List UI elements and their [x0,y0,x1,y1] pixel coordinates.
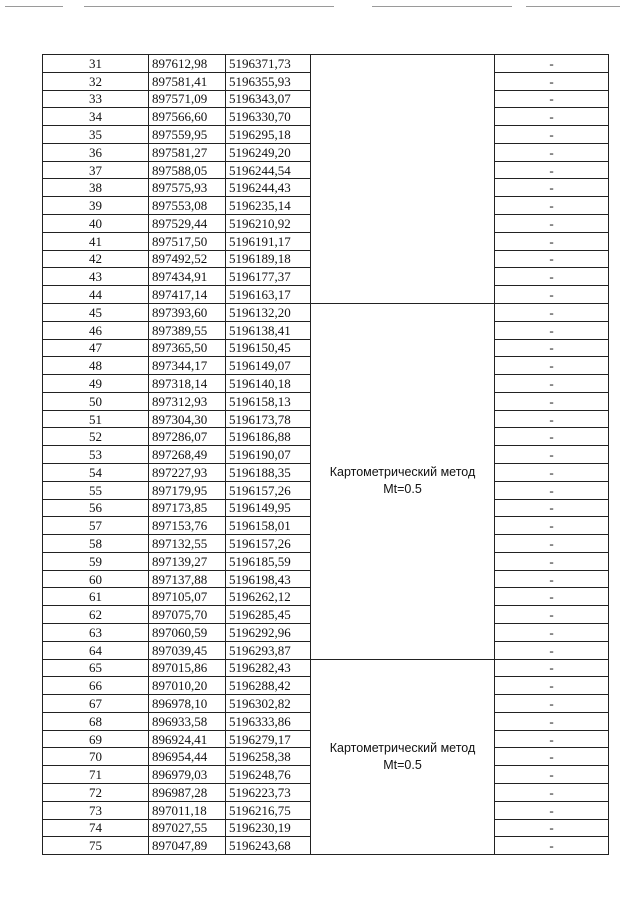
accuracy-dash-cell: - [495,55,609,73]
point-number-cell: 66 [43,677,149,695]
x-coordinate-cell: 897047,89 [149,837,226,855]
accuracy-dash-cell: - [495,570,609,588]
y-coordinate-cell: 5196293,87 [226,641,311,659]
y-coordinate-cell: 5196355,93 [226,72,311,90]
y-coordinate-cell: 5196330,70 [226,108,311,126]
accuracy-dash-cell: - [495,748,609,766]
x-coordinate-cell: 897566,60 [149,108,226,126]
point-number-cell: 75 [43,837,149,855]
point-number-cell: 33 [43,90,149,108]
accuracy-dash-cell: - [495,499,609,517]
coordinates-table [42,54,609,855]
x-coordinate-cell: 897010,20 [149,677,226,695]
x-coordinate-cell: 897060,59 [149,624,226,642]
scan-top-rule [526,6,620,7]
point-number-cell: 68 [43,712,149,730]
y-coordinate-cell: 5196149,95 [226,499,311,517]
method-cell [311,55,495,304]
y-coordinate-cell: 5196157,26 [226,535,311,553]
point-number-cell: 73 [43,801,149,819]
accuracy-dash-cell: - [495,90,609,108]
point-number-cell: 70 [43,748,149,766]
point-number-cell: 53 [43,446,149,464]
point-number-cell: 46 [43,321,149,339]
y-coordinate-cell: 5196140,18 [226,375,311,393]
y-coordinate-cell: 5196292,96 [226,624,311,642]
point-number-cell: 32 [43,72,149,90]
table-row [43,659,609,677]
table-row [43,55,609,73]
y-coordinate-cell: 5196188,35 [226,463,311,481]
x-coordinate-cell: 897137,88 [149,570,226,588]
y-coordinate-cell: 5196230,19 [226,819,311,837]
coordinates-table-body [43,55,609,855]
accuracy-dash-cell: - [495,72,609,90]
point-number-cell: 49 [43,375,149,393]
x-coordinate-cell: 897227,93 [149,463,226,481]
x-coordinate-cell: 897529,44 [149,215,226,233]
point-number-cell: 52 [43,428,149,446]
accuracy-dash-cell: - [495,179,609,197]
point-number-cell: 35 [43,126,149,144]
y-coordinate-cell: 5196285,45 [226,606,311,624]
y-coordinate-cell: 5196163,17 [226,286,311,304]
scan-top-rule [372,6,512,7]
scan-top-rule [5,6,63,7]
accuracy-dash-cell: - [495,819,609,837]
x-coordinate-cell: 897365,50 [149,339,226,357]
x-coordinate-cell: 897075,70 [149,606,226,624]
accuracy-dash-cell: - [495,286,609,304]
y-coordinate-cell: 5196288,42 [226,677,311,695]
x-coordinate-cell: 897588,05 [149,161,226,179]
point-number-cell: 62 [43,606,149,624]
y-coordinate-cell: 5196262,12 [226,588,311,606]
y-coordinate-cell: 5196216,75 [226,801,311,819]
y-coordinate-cell: 5196302,82 [226,695,311,713]
accuracy-dash-cell: - [495,552,609,570]
x-coordinate-cell: 897492,52 [149,250,226,268]
x-coordinate-cell: 896954,44 [149,748,226,766]
x-coordinate-cell: 897039,45 [149,641,226,659]
point-number-cell: 71 [43,766,149,784]
y-coordinate-cell: 5196189,18 [226,250,311,268]
accuracy-dash-cell: - [495,126,609,144]
point-number-cell: 55 [43,481,149,499]
accuracy-dash-cell: - [495,197,609,215]
x-coordinate-cell: 897179,95 [149,481,226,499]
y-coordinate-cell: 5196150,45 [226,339,311,357]
x-coordinate-cell: 897612,98 [149,55,226,73]
scan-top-rule [84,6,334,7]
accuracy-dash-cell: - [495,837,609,855]
accuracy-dash-cell: - [495,766,609,784]
y-coordinate-cell: 5196149,07 [226,357,311,375]
accuracy-dash-cell: - [495,410,609,428]
y-coordinate-cell: 5196198,43 [226,570,311,588]
accuracy-dash-cell: - [495,392,609,410]
point-number-cell: 57 [43,517,149,535]
x-coordinate-cell: 897393,60 [149,303,226,321]
accuracy-dash-cell: - [495,535,609,553]
y-coordinate-cell: 5196243,68 [226,837,311,855]
point-number-cell: 60 [43,570,149,588]
x-coordinate-cell: 896987,28 [149,784,226,802]
point-number-cell: 51 [43,410,149,428]
accuracy-dash-cell: - [495,215,609,233]
y-coordinate-cell: 5196235,14 [226,197,311,215]
point-number-cell: 65 [43,659,149,677]
y-coordinate-cell: 5196185,59 [226,552,311,570]
x-coordinate-cell: 897581,41 [149,72,226,90]
y-coordinate-cell: 5196333,86 [226,712,311,730]
point-number-cell: 56 [43,499,149,517]
accuracy-dash-cell: - [495,624,609,642]
x-coordinate-cell: 897571,09 [149,90,226,108]
x-coordinate-cell: 897575,93 [149,179,226,197]
accuracy-dash-cell: - [495,268,609,286]
x-coordinate-cell: 897286,07 [149,428,226,446]
x-coordinate-cell: 897517,50 [149,232,226,250]
accuracy-dash-cell: - [495,659,609,677]
point-number-cell: 72 [43,784,149,802]
x-coordinate-cell: 897344,17 [149,357,226,375]
point-number-cell: 39 [43,197,149,215]
point-number-cell: 43 [43,268,149,286]
table-row [43,303,609,321]
y-coordinate-cell: 5196371,73 [226,55,311,73]
y-coordinate-cell: 5196223,73 [226,784,311,802]
accuracy-dash-cell: - [495,161,609,179]
y-coordinate-cell: 5196295,18 [226,126,311,144]
x-coordinate-cell: 897304,30 [149,410,226,428]
y-coordinate-cell: 5196132,20 [226,303,311,321]
y-coordinate-cell: 5196191,17 [226,232,311,250]
point-number-cell: 63 [43,624,149,642]
x-coordinate-cell: 897015,86 [149,659,226,677]
point-number-cell: 61 [43,588,149,606]
accuracy-dash-cell: - [495,446,609,464]
y-coordinate-cell: 5196210,92 [226,215,311,233]
accuracy-dash-cell: - [495,463,609,481]
point-number-cell: 37 [43,161,149,179]
x-coordinate-cell: 897559,95 [149,126,226,144]
accuracy-dash-cell: - [495,784,609,802]
point-number-cell: 44 [43,286,149,304]
y-coordinate-cell: 5196248,76 [226,766,311,784]
accuracy-dash-cell: - [495,588,609,606]
y-coordinate-cell: 5196190,07 [226,446,311,464]
accuracy-dash-cell: - [495,250,609,268]
x-coordinate-cell: 897153,76 [149,517,226,535]
y-coordinate-cell: 5196158,01 [226,517,311,535]
accuracy-dash-cell: - [495,606,609,624]
y-coordinate-cell: 5196173,78 [226,410,311,428]
x-coordinate-cell: 897105,07 [149,588,226,606]
point-number-cell: 58 [43,535,149,553]
accuracy-dash-cell: - [495,108,609,126]
point-number-cell: 41 [43,232,149,250]
point-number-cell: 38 [43,179,149,197]
x-coordinate-cell: 897173,85 [149,499,226,517]
point-number-cell: 31 [43,55,149,73]
y-coordinate-cell: 5196282,43 [226,659,311,677]
accuracy-dash-cell: - [495,339,609,357]
accuracy-dash-cell: - [495,641,609,659]
y-coordinate-cell: 5196157,26 [226,481,311,499]
point-number-cell: 48 [43,357,149,375]
point-number-cell: 67 [43,695,149,713]
accuracy-dash-cell: - [495,303,609,321]
accuracy-dash-cell: - [495,712,609,730]
x-coordinate-cell: 897011,18 [149,801,226,819]
x-coordinate-cell: 896978,10 [149,695,226,713]
y-coordinate-cell: 5196138,41 [226,321,311,339]
y-coordinate-cell: 5196343,07 [226,90,311,108]
point-number-cell: 69 [43,730,149,748]
point-number-cell: 34 [43,108,149,126]
x-coordinate-cell: 897268,49 [149,446,226,464]
point-number-cell: 74 [43,819,149,837]
y-coordinate-cell: 5196244,54 [226,161,311,179]
y-coordinate-cell: 5196177,37 [226,268,311,286]
accuracy-dash-cell: - [495,801,609,819]
point-number-cell: 45 [43,303,149,321]
x-coordinate-cell: 896924,41 [149,730,226,748]
x-coordinate-cell: 897434,91 [149,268,226,286]
x-coordinate-cell: 897553,08 [149,197,226,215]
x-coordinate-cell: 897389,55 [149,321,226,339]
accuracy-dash-cell: - [495,730,609,748]
accuracy-dash-cell: - [495,695,609,713]
y-coordinate-cell: 5196258,38 [226,748,311,766]
x-coordinate-cell: 897132,55 [149,535,226,553]
point-number-cell: 36 [43,143,149,161]
x-coordinate-cell: 897027,55 [149,819,226,837]
y-coordinate-cell: 5196249,20 [226,143,311,161]
accuracy-dash-cell: - [495,428,609,446]
y-coordinate-cell: 5196279,17 [226,730,311,748]
accuracy-dash-cell: - [495,517,609,535]
x-coordinate-cell: 897417,14 [149,286,226,304]
point-number-cell: 40 [43,215,149,233]
method-cell: Картометрический метод Mt=0.5 [311,303,495,659]
point-number-cell: 47 [43,339,149,357]
x-coordinate-cell: 897312,93 [149,392,226,410]
accuracy-dash-cell: - [495,677,609,695]
x-coordinate-cell: 897581,27 [149,143,226,161]
method-cell: Картометрический метод Mt=0.5 [311,659,495,855]
x-coordinate-cell: 897139,27 [149,552,226,570]
y-coordinate-cell: 5196244,43 [226,179,311,197]
accuracy-dash-cell: - [495,375,609,393]
accuracy-dash-cell: - [495,481,609,499]
accuracy-dash-cell: - [495,143,609,161]
x-coordinate-cell: 896979,03 [149,766,226,784]
point-number-cell: 64 [43,641,149,659]
accuracy-dash-cell: - [495,232,609,250]
y-coordinate-cell: 5196158,13 [226,392,311,410]
x-coordinate-cell: 897318,14 [149,375,226,393]
y-coordinate-cell: 5196186,88 [226,428,311,446]
accuracy-dash-cell: - [495,357,609,375]
point-number-cell: 54 [43,463,149,481]
point-number-cell: 42 [43,250,149,268]
point-number-cell: 50 [43,392,149,410]
accuracy-dash-cell: - [495,321,609,339]
point-number-cell: 59 [43,552,149,570]
x-coordinate-cell: 896933,58 [149,712,226,730]
